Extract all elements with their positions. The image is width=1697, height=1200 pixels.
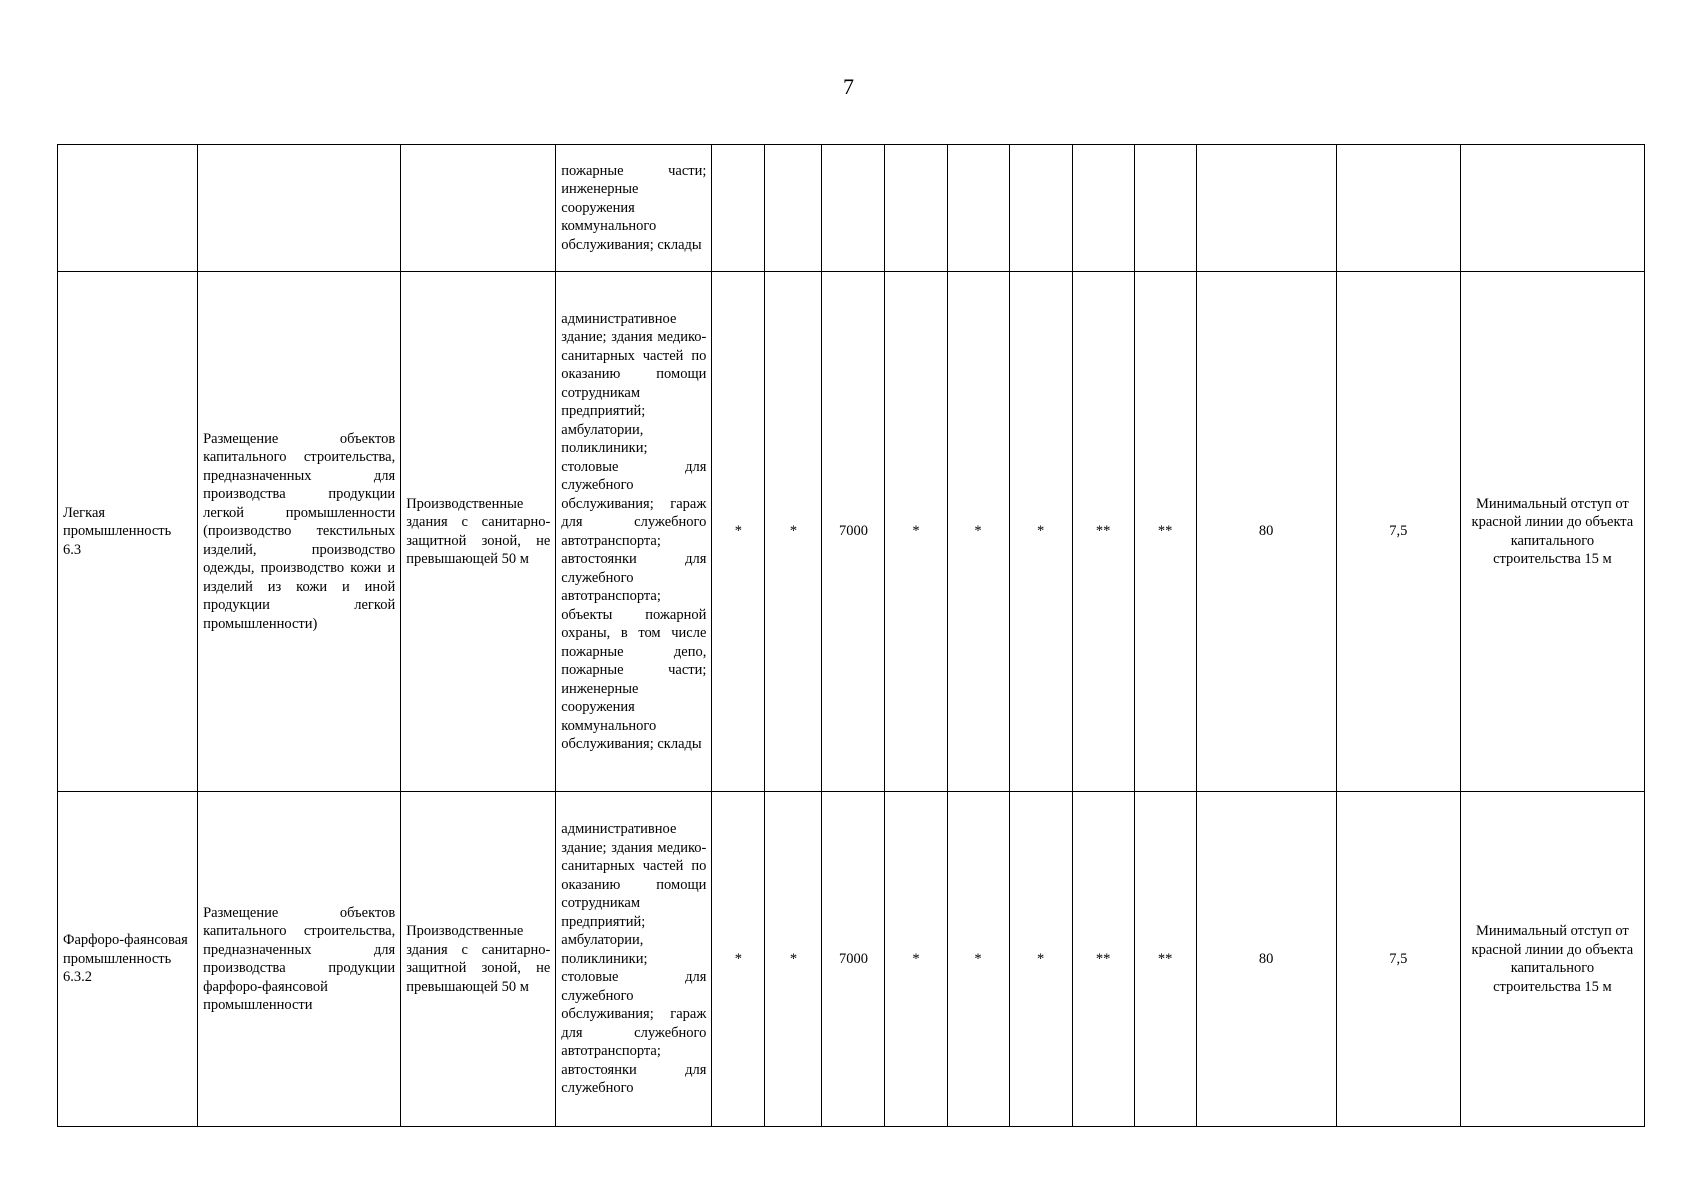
cell-param-5: * — [947, 792, 1009, 1127]
cell-param-9 — [1196, 145, 1336, 272]
cell-param-9: 80 — [1196, 792, 1336, 1127]
cell-param-3: 7000 — [822, 792, 885, 1127]
table-row — [58, 145, 1645, 272]
cell-name: Фарфоро-фаянсовая промышленность 6.3.2 — [58, 792, 198, 1127]
cell-param-3 — [822, 145, 885, 272]
cell-description: Размещение объектов капитального строительства, предназначенных для производства продукции фарфоро-фаянсовой промышленности — [198, 792, 401, 1127]
cell-main-use: Производственные здания с санитарно-защитной зоной, не превышающей 50 м — [401, 792, 556, 1127]
table-row — [58, 272, 1645, 792]
cell-auxiliary-use: административное здание; здания медико-санитарных частей по оказанию помощи сотрудникам предприятий; амбулатории, поликлиники; столовые для служебного обслуживания; гараж для служебного автотранспорта; автостоянки для служебного автотранспорта; объекты пожарной охраны, в том числе пожарные депо, пожарные части; инженерные сооружения коммунального обслуживания; склады — [556, 272, 712, 792]
cell-param-2: * — [765, 272, 822, 792]
cell-param-8 — [1134, 145, 1196, 272]
cell-param-4: * — [885, 272, 947, 792]
cell-param-7: ** — [1072, 792, 1134, 1127]
page-number: 7 — [843, 74, 854, 99]
cell-param-8: ** — [1134, 272, 1196, 792]
cell-param-10 — [1336, 145, 1460, 272]
cell-main-use: Производственные здания с санитарно-защитной зоной, не превышающей 50 м — [401, 272, 556, 792]
cell-name: Легкая промышленность 6.3 — [58, 272, 198, 792]
cell-name — [58, 145, 198, 272]
table-row — [58, 792, 1645, 1127]
cell-auxiliary-use: административное здание; здания медико-санитарных частей по оказанию помощи сотрудникам предприятий; амбулатории, поликлиники; столовые для служебного обслуживания; гараж для служебного автотранспорта; автостоянки для служебного — [556, 792, 712, 1127]
cell-param-5 — [947, 145, 1009, 272]
cell-param-4: * — [885, 792, 947, 1127]
cell-param-1 — [712, 145, 765, 272]
cell-param-10: 7,5 — [1336, 792, 1460, 1127]
cell-param-5: * — [947, 272, 1009, 792]
cell-param-6 — [1009, 145, 1072, 272]
cell-param-10: 7,5 — [1336, 272, 1460, 792]
cell-param-7: ** — [1072, 272, 1134, 792]
cell-param-8: ** — [1134, 792, 1196, 1127]
cell-description: Размещение объектов капитального строительства, предназначенных для производства продукции легкой промышленности (производство текстильных изделий, производство одежды, производство кожи и изделий из кожи и иной продукции легкой промышленности) — [198, 272, 401, 792]
cell-param-6: * — [1009, 272, 1072, 792]
zoning-table — [57, 144, 1645, 1127]
cell-param-2: * — [765, 792, 822, 1127]
cell-note — [1460, 145, 1644, 272]
cell-param-1: * — [712, 272, 765, 792]
cell-auxiliary-use: пожарные части; инженерные сооружения коммунального обслуживания; склады — [556, 145, 712, 272]
cell-param-9: 80 — [1196, 272, 1336, 792]
cell-note: Минимальный отступ от красной линии до объекта капитального строительства 15 м — [1460, 272, 1644, 792]
cell-param-2 — [765, 145, 822, 272]
cell-main-use — [401, 145, 556, 272]
cell-param-6: * — [1009, 792, 1072, 1127]
cell-note: Минимальный отступ от красной линии до объекта капитального строительства 15 м — [1460, 792, 1644, 1127]
cell-param-1: * — [712, 792, 765, 1127]
cell-param-4 — [885, 145, 947, 272]
cell-description — [198, 145, 401, 272]
cell-param-3: 7000 — [822, 272, 885, 792]
cell-param-7 — [1072, 145, 1134, 272]
